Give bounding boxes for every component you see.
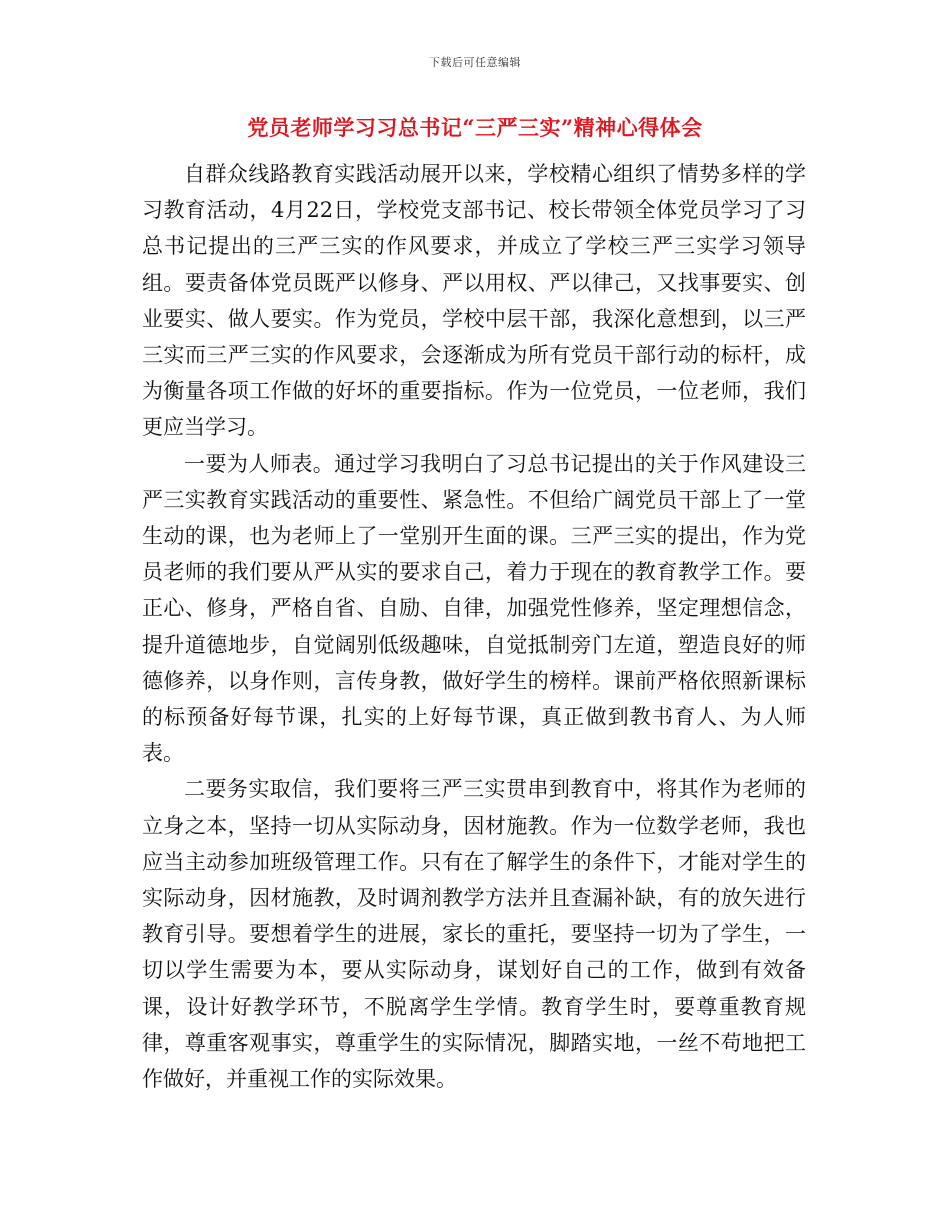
paragraph: 一要为人师表。通过学习我明白了习总书记提出的关于作风建设三严三实教育实践活动的重要性、紧急性。不但给广阔党员干部上了一堂生动的课，也为老师上了一堂别开生面的课。三严三实的提出，作为党员老师的我们要从严从实的要求自己，着力于现在的教育教学工作。要正心、修身，严格自省、自励、自律，加强党性修养，坚定理想信念，提升道德地步，自觉阔别低级趣味，自觉抵制旁门左道，塑造良好的师德修养，以身作则，言传身教，做好学生的榜样。课前严格依照新课标的标预备好每节课，扎实的上好每节课，真正做到教书育人、为人师表。 — [142, 451, 806, 766]
document-body — [142, 156, 806, 1097]
paragraph: 二要务实取信，我们要将三严三实贯串到教育中，将其作为老师的立身之本，坚持一切从实际动身，因材施教。作为一位数学老师，我也应当主动参加班级管理工作。只有在了解学生的条件下，才能对学生的实际动身，因材施教，及时调剂教学方法并且查漏补缺，有的放矢进行教育引导。要想着学生的进展，家长的重托，要坚持一切为了学生，一切以学生需要为本，要从实际动身，谋划好自己的工作，做到有效备课，设计好教学环节，不脱离学生学情。教育学生时，要尊重教育规律，尊重客观事实，尊重学生的实际情况，脚踏实地，一丝不苟地把工作做好，并重视工作的实际效果。 — [142, 777, 806, 1092]
paragraph: 自群众线路教育实践活动展开以来，学校精心组织了情势多样的学习教育活动，4月22日，学校党支部书记、校长带领全体党员学习了习总书记提出的三严三实的作风要求，并成立了学校三严三实学习领导组。要责备体党员既严以修身、严以用权、严以律己，又找事要实、创业要实、做人要实。作为党员，学校中层干部，我深化意想到，以三严三实而三严三实的作风要求，会逐渐成为所有党员干部行动的标杆，成为衡量各项工作做的好坏的重要指标。作为一位党员，一位老师，我们更应当学习。 — [142, 162, 806, 440]
page-title: 党员老师学习习总书记“三严三实”精神心得体会 — [247, 115, 703, 140]
header-note: 下载后可任意编辑 — [429, 56, 521, 69]
